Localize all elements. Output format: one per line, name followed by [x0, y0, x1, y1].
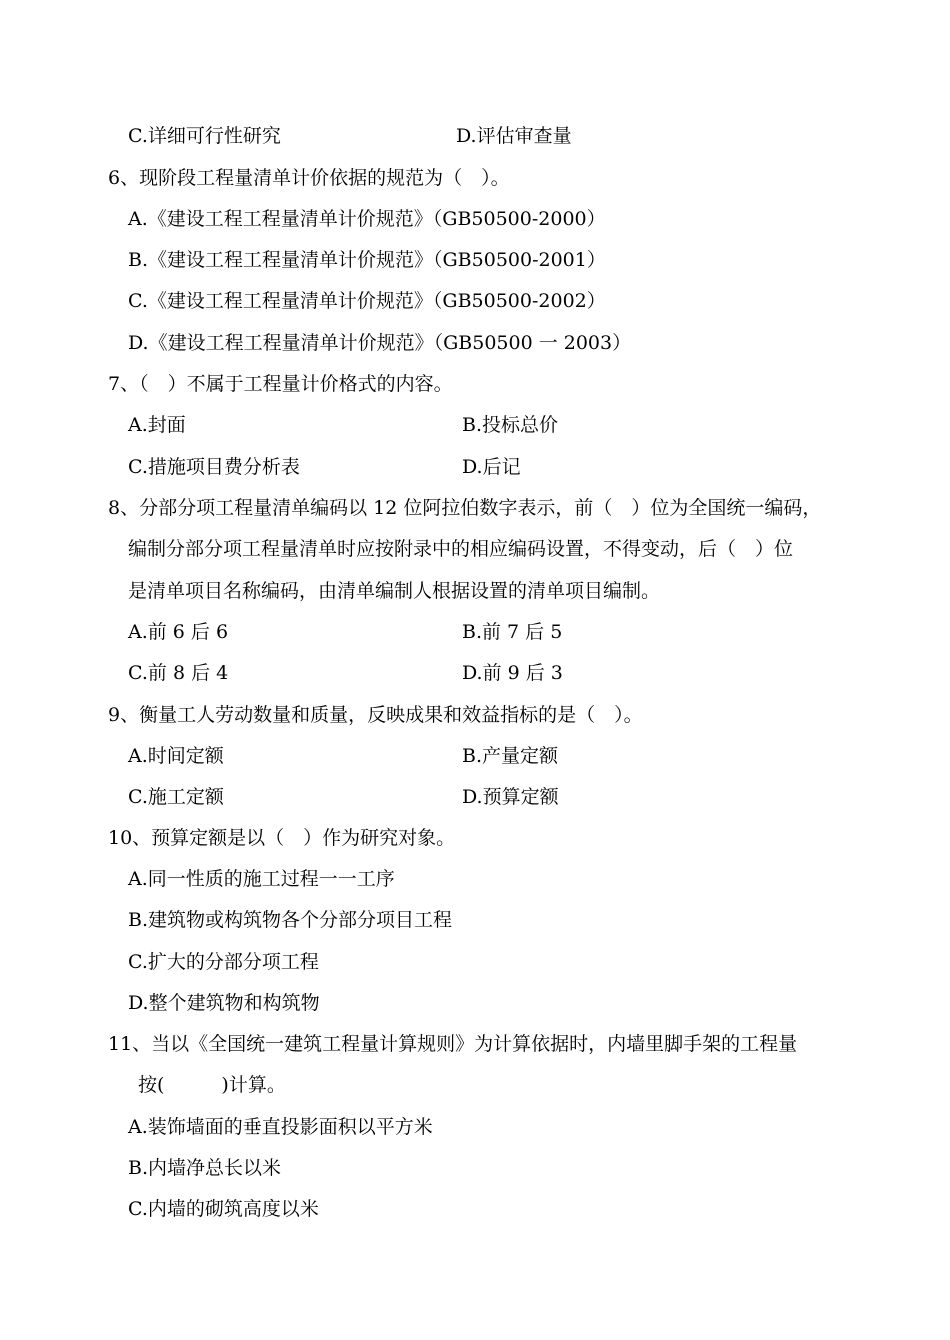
q9-option-c: C.施工定额: [128, 786, 224, 808]
q6-option-d: D.《建设工程工程量清单计价规范》（GB50500 一 2003）: [128, 332, 632, 354]
question-11-line-2: 按( )计算。: [138, 1074, 286, 1096]
question-6: 6、现阶段工程量清单计价依据的规范为（ ）。: [108, 167, 510, 189]
q9-option-b: B.产量定额: [462, 745, 559, 767]
question-8-line-3: 是清单项目名称编码，由清单编制人根据设置的清单项目编制。: [128, 580, 661, 602]
q11-option-a: A.装饰墙面的垂直投影面积以平方米: [128, 1116, 433, 1138]
q6-option-a: A.《建设工程工程量清单计价规范》（GB50500-2000）: [128, 208, 606, 230]
q6-option-b: B.《建设工程工程量清单计价规范》（GB50500-2001）: [128, 249, 606, 271]
q9-option-a: A.时间定额: [128, 745, 224, 767]
q10-option-a: A.同一性质的施工过程一一工序: [128, 868, 395, 890]
q11-option-b: B.内墙净总长以米: [128, 1157, 282, 1179]
q10-option-d: D.整个建筑物和构筑物: [128, 992, 320, 1014]
q7-option-b: B.投标总价: [462, 414, 559, 436]
q7-option-c: C.措施项目费分析表: [128, 456, 300, 478]
question-8-line-1: 8、分部分项工程量清单编码以 12 位阿拉伯数字表示，前（ ）位为全国统一编码，: [108, 497, 822, 519]
q9-option-d: D.预算定额: [462, 786, 559, 808]
q8-option-b: B.前 7 后 5: [462, 621, 563, 643]
q10-option-b: B.建筑物或构筑物各个分部分项目工程: [128, 909, 453, 931]
question-8-line-2: 编制分部分项工程量清单时应按附录中的相应编码设置，不得变动，后（ ）位: [128, 538, 794, 560]
q7-option-d: D.后记: [462, 456, 521, 478]
q5-option-c: C.详细可行性研究: [128, 125, 281, 147]
q6-option-c: C.《建设工程工程量清单计价规范》（GB50500-2002）: [128, 290, 606, 312]
q8-option-d: D.前 9 后 3: [462, 662, 563, 684]
q5-option-d: D.评估审查量: [456, 125, 572, 147]
question-9: 9、衡量工人劳动数量和质量，反映成果和效益指标的是（ ）。: [108, 704, 643, 726]
question-11-line-1: 11、当以《全国统一建筑工程量计算规则》为计算依据时，内墙里脚手架的工程量: [108, 1033, 798, 1055]
question-10: 10、预算定额是以（ ）作为研究对象。: [108, 827, 456, 849]
q7-option-a: A.封面: [128, 414, 186, 436]
q8-option-c: C.前 8 后 4: [128, 662, 229, 684]
q10-option-c: C.扩大的分部分项工程: [128, 951, 319, 973]
question-7: 7、（ ）不属于工程量计价格式的内容。: [108, 373, 453, 395]
q8-option-a: A.前 6 后 6: [128, 621, 229, 643]
q11-option-c: C.内墙的砌筑高度以米: [128, 1198, 319, 1220]
